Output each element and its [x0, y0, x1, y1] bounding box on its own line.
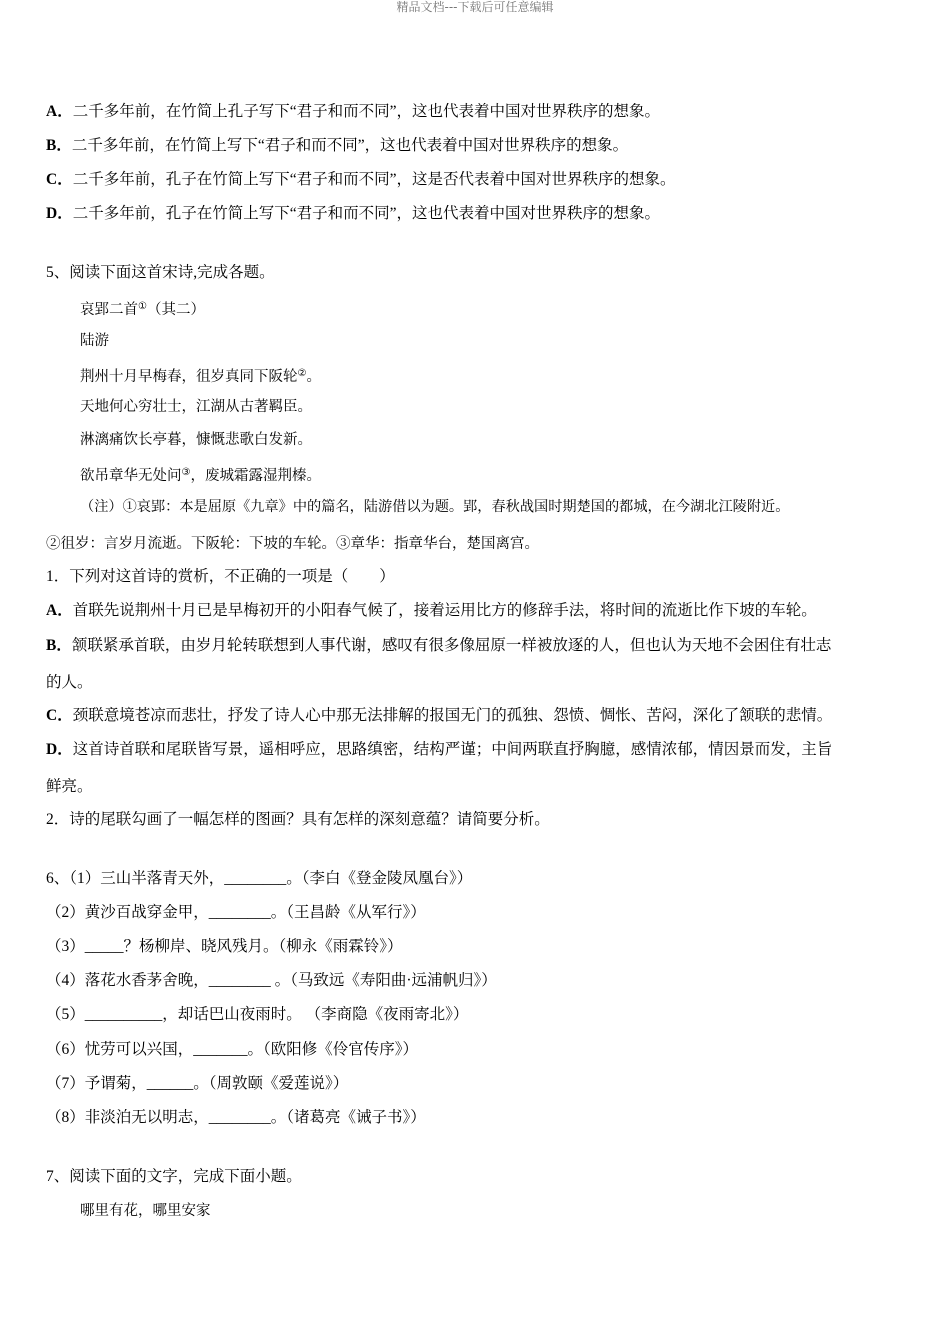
poem-text: 荆州十月早梅春，徂岁真同下阪轮 — [80, 369, 298, 385]
poem-note-1: （注）①哀郢：本是屈原《九章》中的篇名，陆游借以为题。郢，春秋战国时期楚国的都城，在今湖北江陵附近。 — [80, 499, 790, 515]
q6-item-6: （6）忧劳可以兴国，_______。（欧阳修《伶官传序》） — [46, 1041, 419, 1058]
option-text: 二千多年前，在竹简上孔子写下“君子和而不同”，这也代表着中国对世界秩序的想象。 — [72, 103, 660, 120]
poem-text: ，废城霜露湿荆榛。 — [190, 468, 321, 484]
footnote-mark: ② — [297, 368, 307, 379]
footnote-mark: ③ — [181, 467, 191, 478]
option-text: 颔联紧承首联，由岁月轮转联想到人事代谢，感叹有很多像屈原一样被放逐的人，但也认为天地不会困住有壮志 — [71, 637, 832, 654]
option-text: 颈联意境苍凉而悲壮，抒发了诗人心中那无法排解的报国无门的孤独、怨愤、惆怅、苦闷，深化了颔联的悲情。 — [72, 707, 833, 724]
option-letter: D． — [46, 741, 73, 758]
q5-sub1: 1．下列对这首诗的赏析，不正确的一项是（ ） — [46, 568, 395, 585]
q6-item-1: 6、（1）三山半落青天外，________。（李白《登金陵凤凰台》） — [46, 870, 473, 887]
option-letter: C． — [46, 707, 73, 724]
q5-option-b — [46, 636, 831, 656]
q4-option-c — [46, 170, 675, 190]
poem-title-text: 哀郢二首 — [80, 302, 138, 318]
q7-prompt: 7、阅读下面的文字，完成下面小题。 — [46, 1168, 302, 1185]
option-text: 二千多年前，孔子在竹简上写下“君子和而不同”，这也代表着中国对世界秩序的想象。 — [72, 205, 660, 222]
q7-article-title: 哪里有花，哪里安家 — [80, 1203, 211, 1219]
poem-title-suffix: （其二） — [146, 302, 205, 318]
option-letter: B． — [46, 137, 72, 154]
poem-line-1 — [80, 364, 321, 387]
q6-item-7: （7）予谓菊，______。（周敦颐《爱莲说》） — [46, 1075, 349, 1092]
option-text: 首联先说荆州十月已是早梅初开的小阳春气候了，接着运用比方的修辞手法，将时间的流逝比作下坡的车轮。 — [72, 602, 817, 619]
option-text: 二千多年前，孔子在竹简上写下“君子和而不同”，这是否代表着中国对世界秩序的想象。 — [72, 171, 676, 188]
option-letter: A． — [46, 602, 73, 619]
q6-item-5: （5）__________，却话巴山夜雨时。 （李商隐《夜雨寄北》） — [46, 1006, 469, 1023]
q5-option-c — [46, 706, 832, 726]
option-letter: D． — [46, 205, 73, 222]
q6-item-3: （3）_____？杨柳岸、晓风残月。（柳永《雨霖铃》） — [46, 938, 403, 955]
q4-option-d — [46, 204, 660, 224]
poem-author: 陆游 — [80, 333, 109, 349]
poem-note-2: ②徂岁：言岁月流逝。下阪轮：下坡的车轮。③章华：指章华台，楚国离宫。 — [46, 536, 539, 552]
option-letter: A． — [46, 103, 73, 120]
poem-line-2: 天地何心穷壮士，江湖从古著羁臣。 — [80, 399, 312, 415]
q4-option-a — [46, 102, 660, 122]
option-text: 这首诗首联和尾联皆写景，遥相呼应，思路缜密，结构严谨；中间两联直抒胸臆，感情浓郁，情因景而发，主旨 — [72, 741, 833, 758]
poem-text: 欲吊章华无处问 — [80, 468, 182, 484]
q6-item-4: （4）落花水香茅舍晚，________ 。（马致远《寿阳曲·远浦帆归》） — [46, 972, 497, 989]
option-text: 二千多年前，在竹简上写下“君子和而不同”，这也代表着中国对世界秩序的想象。 — [71, 137, 629, 154]
poem-line-3: 淋漓痛饮长亭暮，慷慨悲歌白发新。 — [80, 432, 312, 448]
option-text: 鲜亮。 — [46, 778, 93, 795]
q4-option-b — [46, 136, 628, 156]
q6-item-2: （2）黄沙百战穿金甲，________。（王昌龄《从军行》） — [46, 904, 426, 921]
option-letter: B． — [46, 637, 72, 654]
option-text: 的人。 — [46, 674, 93, 691]
poem-title — [80, 297, 205, 320]
poem-line-4 — [80, 463, 321, 486]
q5-option-d — [46, 740, 832, 760]
footnote-mark: ① — [138, 301, 147, 312]
option-letter: C． — [46, 171, 73, 188]
q5-option-b-cont — [46, 673, 93, 693]
poem-text: 。 — [306, 369, 321, 385]
q5-option-d-cont — [46, 777, 93, 797]
page-header: 精品文档---下载后可任意编辑 — [396, 0, 554, 14]
q5-sub2: 2．诗的尾联勾画了一幅怎样的图画？具有怎样的深刻意蕴？请简要分析。 — [46, 811, 550, 828]
q6-item-8: （8）非淡泊无以明志，________。（诸葛亮《诫子书》） — [46, 1109, 426, 1126]
q5-option-a — [46, 601, 817, 621]
q5-prompt: 5、阅读下面这首宋诗,完成各题。 — [46, 264, 275, 281]
